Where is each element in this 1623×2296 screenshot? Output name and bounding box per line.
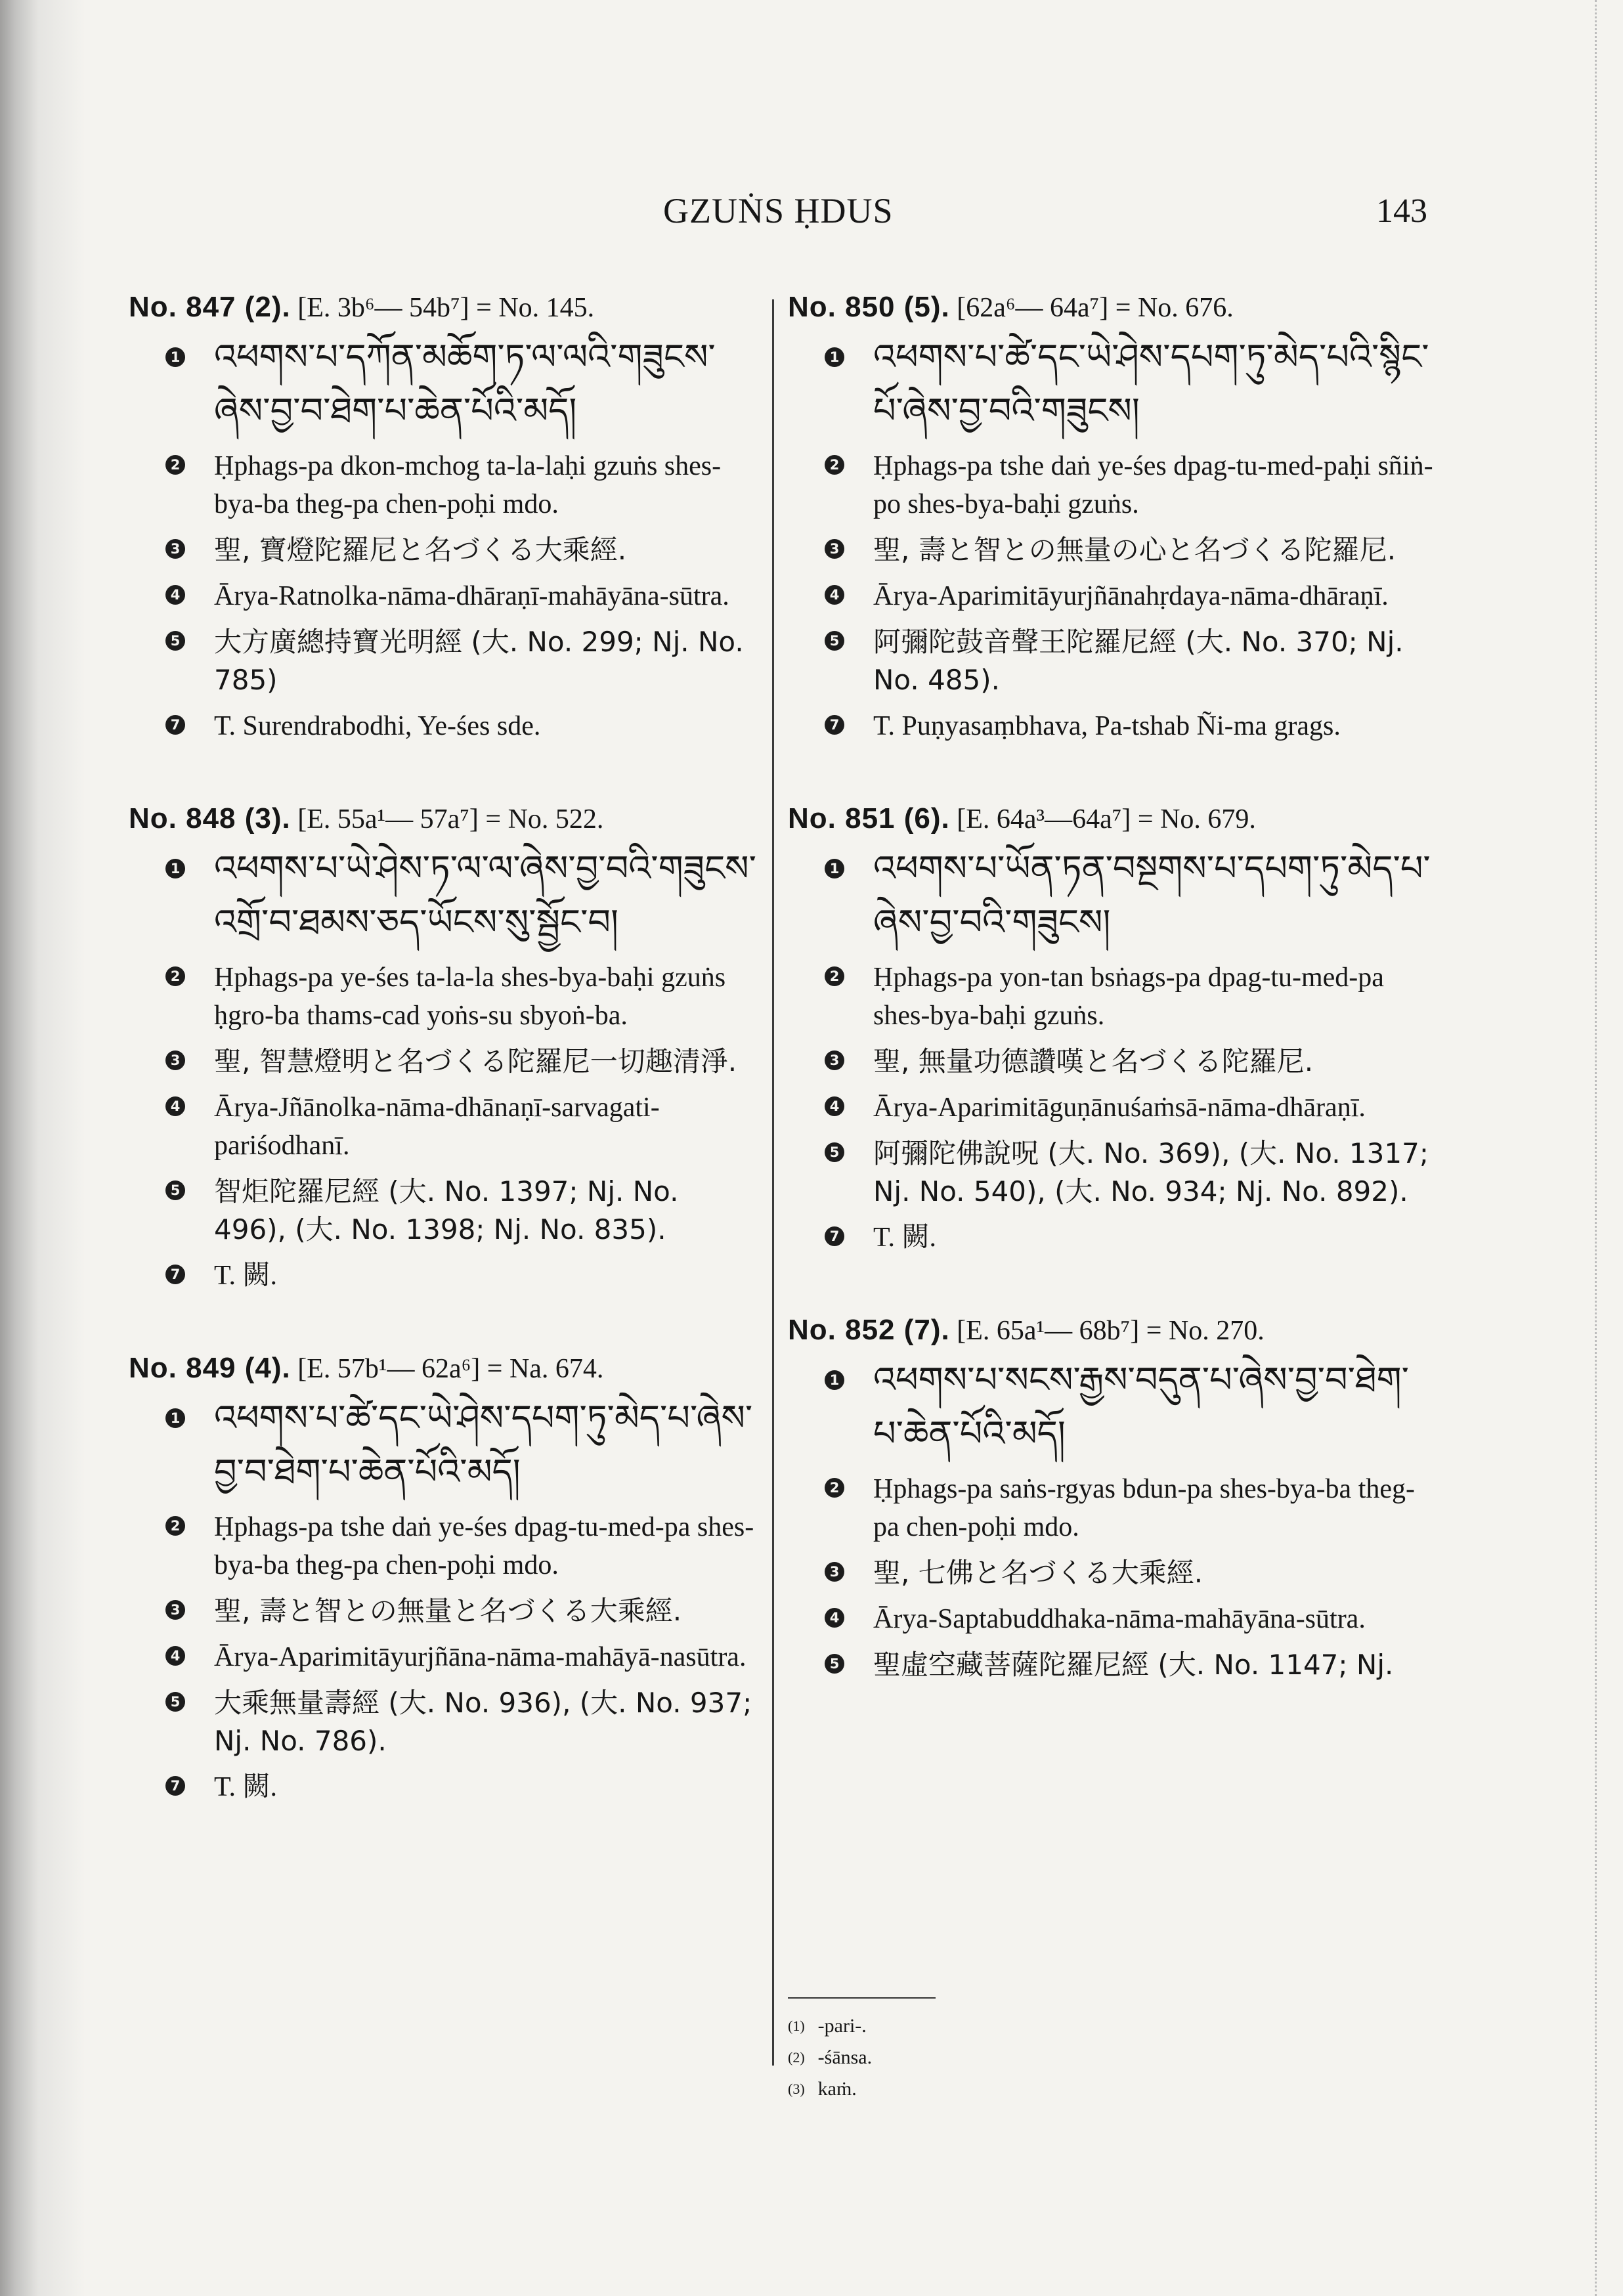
entry-field-tibetan [788, 330, 1438, 438]
field-text: འཕགས་པ་ཡེ་ཤེས་ཏ་ལ་ལ་ཞེས་བྱ་བའི་གཟུངས་འགྲོ་བ་ཐམས་ཅད་ཡོངས་སུ་སྦྱོང་བ། [214, 848, 756, 943]
entry-field-latin [788, 447, 1438, 523]
field-text: Ḥphags-pa tshe daṅ ye-śes dpag-tu-med-pa shes-bya-ba theg-pa chen-poḥi mdo. [214, 1512, 754, 1580]
circled-number-icon: 3 [165, 1051, 185, 1070]
circled-number-icon: 1 [825, 1370, 844, 1390]
circled-number-icon: 1 [825, 347, 844, 367]
circled-number-icon: 5 [165, 1692, 185, 1712]
entry-heading [129, 800, 759, 838]
entry-heading [788, 1312, 1438, 1349]
entry-number: No. 850 (5). [788, 291, 950, 323]
field-text: Ārya-Jñānolka-nāma-dhānaṇī-sarvagati-pariśodhanī. [214, 1093, 660, 1161]
running-head: GZUṄS ḤDUS [663, 191, 894, 230]
field-text: Ḥphags-pa dkon-mchog ta-la-laḥi gzuṅs shes-bya-ba theg-pa chen-poḥi mdo. [214, 451, 722, 519]
circled-number-icon: 2 [165, 1516, 185, 1536]
entry-field-latin [129, 1257, 759, 1295]
entry-field-cjk [788, 531, 1438, 569]
circled-number-icon: 3 [825, 1051, 844, 1070]
entry-field-cjk [788, 623, 1438, 699]
circled-number-icon: 2 [825, 966, 844, 986]
entry-reference: [62a⁶— 64a⁷] = No. 676. [957, 293, 1234, 323]
field-text: 聖, 寶燈陀羅尼と名づくる大乘經. [214, 534, 627, 566]
field-text: 聖, 無量功德讚嘆と名づくる陀羅尼. [873, 1045, 1314, 1077]
field-text: འཕགས་པ་སངས་རྒྱས་བདུན་པ་ཞེས་བྱ་བ་ཐེག་པ་ཆེན་པོའི་མདོ། [873, 1359, 1409, 1454]
field-text: 聖, 壽と智との無量の心と名づくる陀羅尼. [873, 534, 1396, 566]
field-text: Ḥphags-pa saṅs-rgyas bdun-pa shes-bya-ba theg-pa chen-poḥi mdo. [873, 1474, 1415, 1542]
field-text: 聖虛空藏菩薩陀羅尼經 (大. No. 1147; Nj. [873, 1649, 1394, 1681]
entry-field-cjk [129, 531, 759, 569]
entry-field-cjk [129, 1173, 759, 1249]
catalogue-entry [788, 1312, 1438, 1684]
field-text: འཕགས་པ་ཚེ་དང་ཡེ་ཤེས་དཔག་ཏུ་མེད་པ་ཞེས་བྱ་བ་ཐེག་པ་ཆེན་པོའི་མདོ། [214, 1397, 753, 1492]
field-text: T. Puṇyasaṃbhava, Pa-tshab Ñi-ma grags. [873, 711, 1341, 741]
entry-field-latin [129, 577, 759, 615]
entry-reference: [E. 3b⁶— 54b⁷] = No. 145. [297, 293, 595, 323]
field-text: T. 闕. [214, 1772, 278, 1802]
entry-field-latin [788, 1470, 1438, 1546]
circled-number-icon: 3 [825, 539, 844, 559]
field-text: Ārya-Saptabuddhaka-nāma-mahāyāna-sūtra. [873, 1604, 1366, 1634]
entry-reference: [E. 57b¹— 62a⁶] = Na. 674. [297, 1354, 604, 1384]
entry-field-latin [129, 959, 759, 1035]
circled-number-icon: 3 [165, 539, 185, 559]
page-number: 143 [1376, 192, 1427, 230]
circled-number-icon: 4 [165, 1096, 185, 1116]
entry-field-cjk [788, 1646, 1438, 1684]
circled-number-icon: 2 [165, 455, 185, 475]
entry-number: No. 849 (4). [129, 1352, 291, 1384]
circled-number-icon: 2 [825, 455, 844, 475]
entry-field-cjk [129, 1684, 759, 1760]
entry-field-cjk [788, 1554, 1438, 1592]
field-text: འཕགས་པ་ཚེ་དང་ཡེ་ཤེས་དཔག་ཏུ་མེད་པའི་སྙིང་པོ་ཞེས་བྱ་བའི་གཟུངས། [873, 336, 1429, 431]
entry-field-latin [129, 1508, 759, 1584]
circled-number-icon: 1 [825, 859, 844, 878]
scan-edge-shadow [0, 0, 85, 2296]
circled-number-icon: 5 [825, 1142, 844, 1162]
footnote-rule [788, 1997, 936, 1999]
circled-number-icon: 7 [825, 1226, 844, 1246]
circled-number-icon: 5 [165, 1180, 185, 1200]
circled-number-icon: 3 [825, 1562, 844, 1582]
footnote: $^{(3)}$ kaṁ. [788, 2078, 857, 2100]
entry-field-latin [788, 1089, 1438, 1127]
entry-field-latin [788, 959, 1438, 1035]
entry-field-cjk [129, 623, 759, 699]
field-text: 智炬陀羅尼經 (大. No. 1397; Nj. No. 496), (大. No. 1398; Nj. No. 835). [214, 1175, 679, 1245]
page-edge [1595, 0, 1623, 2296]
field-text: 聖, 智慧燈明と名づくる陀羅尼一切趣清淨. [214, 1045, 737, 1077]
field-text: Ḥphags-pa ye-śes ta-la-la shes-bya-baḥi gzuṅs ḥgro-ba thams-cad yoṅs-su sbyoṅ-ba. [214, 963, 726, 1031]
field-text: འཕགས་པ་དཀོན་མཆོག་ཏ་ལ་ལའི་གཟུངས་ཞེས་བྱ་བ་ཐེག་པ་ཆེན་པོའི་མདོ། [214, 336, 716, 431]
field-text: འཕགས་པ་ཡོན་ཏན་བསྔགས་པ་དཔག་ཏུ་མེད་པ་ཞེས་བྱ་བའི་གཟུངས། [873, 848, 1431, 943]
entry-reference: [E. 55a¹— 57a⁷] = No. 522. [297, 804, 604, 834]
circled-number-icon: 2 [165, 966, 185, 986]
field-text: Ārya-Aparimitāyurjñāna-nāma-mahāyā-nasūtra. [214, 1642, 747, 1672]
entry-field-latin [129, 1089, 759, 1165]
entry-field-latin [129, 707, 759, 745]
circled-number-icon: 4 [165, 1646, 185, 1666]
entry-reference: [E. 64a³—64a⁷] = No. 679. [957, 804, 1256, 834]
catalogue-entry [788, 289, 1438, 745]
entry-field-tibetan [129, 842, 759, 949]
entry-field-cjk [788, 1135, 1438, 1211]
entry-number: No. 847 (2). [129, 291, 291, 323]
column-rule [772, 299, 774, 2066]
field-text: 大乘無量壽經 (大. No. 936), (大. No. 937; Nj. No. 786). [214, 1687, 752, 1757]
entry-field-latin [788, 577, 1438, 615]
circled-number-icon: 4 [825, 1096, 844, 1116]
circled-number-icon: 7 [165, 715, 185, 735]
entry-field-tibetan [129, 1391, 759, 1499]
circled-number-icon: 5 [825, 631, 844, 651]
catalogue-entry [129, 800, 759, 1295]
circled-number-icon: 1 [165, 347, 185, 367]
field-text: T. 闕. [214, 1261, 278, 1291]
circled-number-icon: 4 [825, 585, 844, 605]
circled-number-icon: 5 [165, 631, 185, 651]
field-text: Ārya-Aparimitāyurjñānahṛdaya-nāma-dhāraṇī. [873, 581, 1389, 611]
entry-field-latin [129, 1768, 759, 1806]
field-text: T. 闕. [873, 1223, 937, 1253]
entry-field-latin [788, 1219, 1438, 1257]
entry-field-latin [788, 707, 1438, 745]
footnote: $^{(2)}$ -śānsa. [788, 2047, 873, 2068]
entry-field-tibetan [129, 330, 759, 438]
entry-heading [129, 289, 759, 326]
field-text: T. Surendrabodhi, Ye-śes sde. [214, 711, 541, 741]
circled-number-icon: 7 [165, 1265, 185, 1284]
catalogue-entry [129, 289, 759, 745]
field-text: Ārya-Aparimitāguṇānuśaṁsā-nāma-dhāraṇī. [873, 1093, 1366, 1123]
entry-number: No. 848 (3). [129, 802, 291, 834]
field-text: Ḥphags-pa tshe daṅ ye-śes dpag-tu-med-paḥi sñiṅ-po shes-bya-baḥi gzuṅs. [873, 451, 1433, 519]
entry-heading [788, 800, 1438, 838]
entry-field-latin [788, 1600, 1438, 1638]
entry-field-latin [129, 1638, 759, 1676]
entry-field-cjk [788, 1043, 1438, 1081]
entry-number: No. 852 (7). [788, 1314, 950, 1346]
circled-number-icon: 7 [165, 1776, 185, 1796]
circled-number-icon: 7 [825, 715, 844, 735]
entry-field-latin [129, 447, 759, 523]
field-text: Ḥphags-pa yon-tan bsṅags-pa dpag-tu-med-pa shes-bya-baḥi gzuṅs. [873, 963, 1384, 1031]
field-text: 阿彌陀鼓音聲王陀羅尼經 (大. No. 370; Nj. No. 485). [873, 626, 1404, 696]
field-text: Ārya-Ratnolka-nāma-dhāraṇī-mahāyāna-sūtra. [214, 581, 729, 611]
footnote: $^{(1)}$ -pari-. [788, 2015, 867, 2037]
entry-reference: [E. 65a¹— 68b⁷] = No. 270. [957, 1316, 1265, 1346]
entry-heading [788, 289, 1438, 326]
circled-number-icon: 5 [825, 1654, 844, 1674]
entry-field-cjk [129, 1043, 759, 1081]
field-text: 阿彌陀佛說呪 (大. No. 369), (大. No. 1317; Nj. No. 540), (大. No. 934; Nj. No. 892). [873, 1137, 1429, 1207]
entry-field-tibetan [788, 842, 1438, 949]
entry-field-cjk [129, 1592, 759, 1630]
field-text: 大方廣總持寶光明經 (大. No. 299; Nj. No. 785) [214, 626, 744, 696]
field-text: 聖, 壽と智との無量と名づくる大乘經. [214, 1595, 682, 1627]
catalogue-entry [788, 800, 1438, 1257]
footnotes [788, 1997, 952, 2105]
circled-number-icon: 1 [165, 1408, 185, 1428]
left-column [129, 289, 759, 1861]
circled-number-icon: 1 [165, 859, 185, 878]
circled-number-icon: 4 [825, 1608, 844, 1628]
right-column [788, 289, 1438, 1739]
catalogue-entry [129, 1350, 759, 1806]
entry-number: No. 851 (6). [788, 802, 950, 834]
circled-number-icon: 3 [165, 1600, 185, 1620]
field-text: 聖, 七佛と名づくる大乘經. [873, 1557, 1203, 1589]
circled-number-icon: 4 [165, 585, 185, 605]
entry-heading [129, 1350, 759, 1387]
circled-number-icon: 2 [825, 1478, 844, 1498]
entry-field-tibetan [788, 1353, 1438, 1461]
